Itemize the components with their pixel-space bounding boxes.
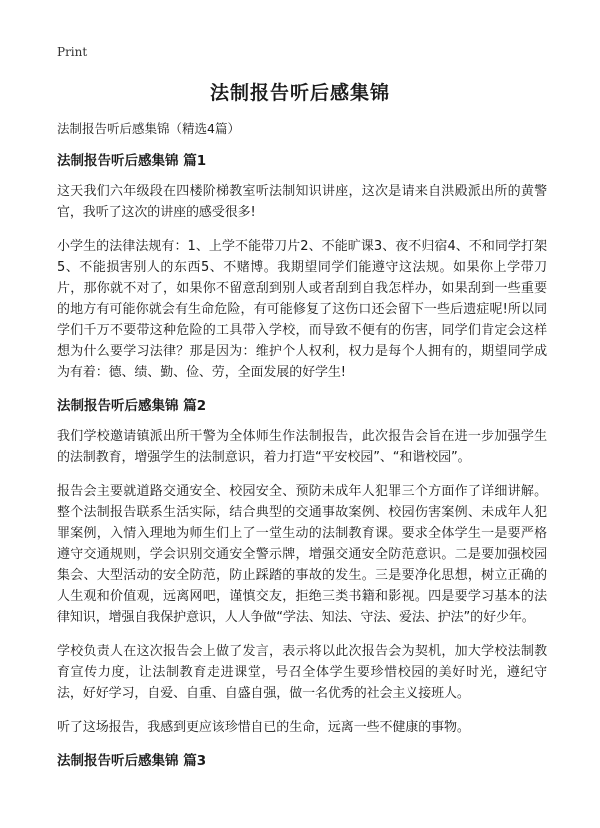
section-heading-1: 法制报告听后感集锦 篇1 (57, 153, 207, 169)
section-heading-2: 法制报告听后感集锦 篇2 (57, 398, 207, 414)
paragraph: 听了这场报告，我感到更应该珍惜自已的生命，远离一些不健康的事物。 (57, 720, 470, 735)
section-heading-3: 法制报告听后感集锦 篇3 (57, 753, 207, 769)
paragraph: 我们学校邀请镇派出所干警为全体师生作法制报告，此次报告会旨在进一步加强学生的法制教育，增强学生的法制意识，着力打造“平安校园”、“和谐校园”。 (57, 429, 547, 465)
page-title: 法制报告听后感集锦 (209, 82, 390, 104)
paragraph: 报告会主要就道路交通安全、校园安全、预防未成年人犯罪三个方面作了详细讲解。整个法制报告联系生活实际，结合典型的交通事故案例、校园伤害案例、未成年人犯罪案例，入情入理地为师生们上了一堂生动的法制教育课。要求全体学生一是要严格遵守交通规则，学会识别交通安全警示牌，增强交通安全防范意识。二是要加强校园集会、大型活动的安全防范，防止踩踏的事故的发生。三是要净化思想，树立正确的人生观和价值观，远离网吧，谨慎交友，拒绝三类书籍和影视。四是要学习基本的法律知识，增强自我保护意识，人人争做“学法、知法、守法、爱法、护法”的好少年。 (57, 484, 547, 625)
paragraph: 这天我们六年级段在四楼阶梯教室听法制知识讲座，这次是请来自洪殿派出所的黄警官，我听了这次的讲座的感受很多! (57, 184, 547, 220)
paragraph: 学校负责人在这次报告会上做了发言，表示将以此次报告会为契机，加大学校法制教育宣传力度，让法制教育走进课堂，号召全体学生要珍惜校园的美好时光，遵纪守法，好好学习，自爱、自重、自盛自强，做一名优秀的社会主义接班人。 (57, 644, 547, 701)
paragraph: 小学生的法律法规有：1、上学不能带刀片2、不能旷课3、夜不归宿4、不和同学打架5、不能损害别人的东西5、不赌博。我期望同学们能遵守这法规。如果你上学带刀片，那你就不对了，如果你不留意刮到别人或者刮到自我怎样办，如果刮到一些重要的地方有可能你就会有生命危险，有可能修复了这伤口还会留下一些后遗症呢!所以同学们千万不要带这种危险的工具带入学校，而导致不便有的伤害，同学们肯定会这样想为什么要学习法律？那是因为：维护个人权利，权力是每个人拥有的，期望同学成为有着：德、绩、勤、俭、劳，全面发展的好学生! (57, 239, 547, 380)
print-link[interactable]: Print (57, 45, 88, 59)
document-subtitle: 法制报告听后感集锦（精选4篇） (57, 121, 240, 136)
document-body (57, 119, 547, 781)
